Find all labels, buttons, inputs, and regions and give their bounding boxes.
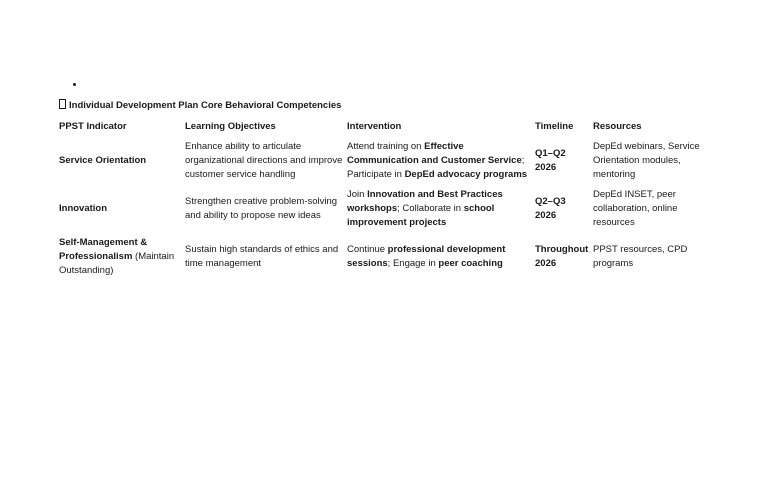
cell-intervention [345, 233, 533, 281]
cell-intervention [345, 137, 533, 185]
cell-intervention [345, 185, 533, 233]
intervention-highlight: school improvement projects [347, 203, 495, 228]
header-resources: Resources [593, 121, 642, 132]
indicator-bold: Self-Management & Professionalism [59, 237, 148, 262]
cell-indicator [57, 233, 183, 281]
cell-indicator: Service Orientation [59, 155, 147, 166]
cell-timeline: Q2–Q3 2026 [535, 196, 566, 221]
cell-resources: PPST resources, CPD programs [593, 244, 688, 269]
intervention-text: Attend training on [347, 141, 425, 152]
idp-table [57, 117, 703, 281]
table-row [57, 137, 703, 185]
header-intervention: Intervention [347, 121, 402, 132]
bullet-dot-icon [73, 83, 76, 86]
intervention-highlight: DepEd advocacy programs [404, 169, 528, 180]
intervention-highlight: Effective Communication and Customer Service [347, 141, 522, 166]
intervention-highlight: professional development sessions [347, 244, 506, 269]
header-ppst-indicator: PPST Indicator [59, 121, 127, 132]
intervention-text: ; Collaborate in [397, 203, 464, 214]
header-learning-objectives: Learning Objectives [185, 121, 276, 132]
cell-timeline: Q1–Q2 2026 [535, 148, 566, 173]
cell-objective: Enhance ability to articulate organizational directions and improve customer service handling [185, 141, 343, 180]
cell-objective: Strengthen creative problem-solving and ability to propose new ideas [185, 196, 338, 221]
intervention-highlight: Innovation and Best Practices workshops [347, 189, 503, 214]
section-heading [59, 99, 341, 113]
indicator-note: (Maintain Outstanding) [59, 251, 175, 276]
cell-objective: Sustain high standards of ethics and time management [185, 244, 339, 269]
intervention-highlight: peer coaching [438, 258, 503, 269]
table-row [57, 233, 703, 281]
cell-timeline: Throughout 2026 [535, 244, 589, 269]
intervention-text: Continue [347, 244, 388, 255]
box-icon [59, 99, 66, 109]
table-row [57, 185, 703, 233]
intervention-text: ; Engage in [387, 258, 439, 269]
cell-resources: DepEd INSET, peer collaboration, online resources [593, 189, 678, 228]
table-header-row [57, 117, 703, 137]
cell-resources: DepEd webinars, Service Orientation modules, mentoring [593, 141, 700, 180]
header-timeline: Timeline [535, 121, 574, 132]
cell-indicator: Innovation [59, 203, 108, 214]
section-heading-text: Individual Development Plan Core Behavioral Competencies [69, 100, 342, 111]
intervention-text: Join [347, 189, 368, 200]
intervention-text: ; Participate in [347, 155, 525, 180]
